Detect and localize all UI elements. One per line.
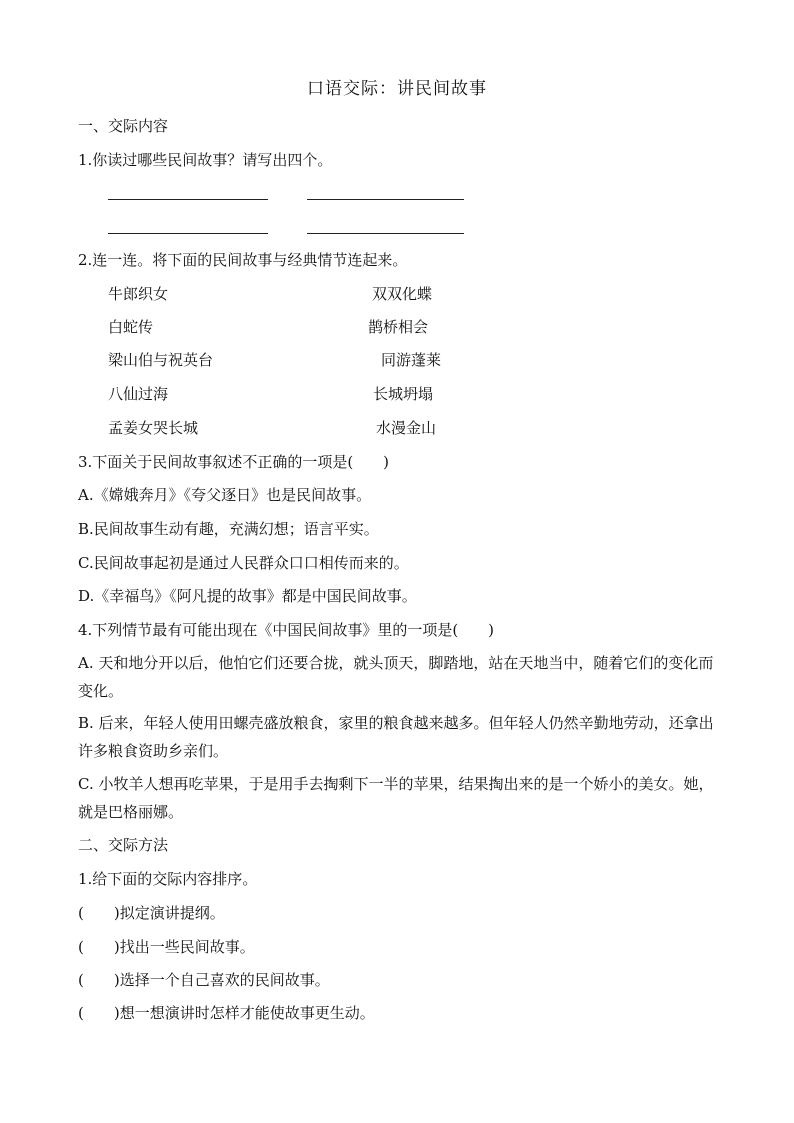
match-right-item[interactable]: 长城坍塌 (373, 385, 434, 403)
option-b[interactable]: B.民间故事生动有趣，充满幻想；语言平实。 (78, 520, 379, 538)
question-2: 2.连一连。将下面的民间故事与经典情节连起来。 (78, 251, 408, 269)
answer-blank-3[interactable] (108, 233, 268, 234)
option-a[interactable]: A.《嫦娥奔月》《夸父逐日》也是民间故事。 (78, 486, 372, 504)
match-left-item[interactable]: 孟姜女哭长城 (108, 419, 199, 437)
match-left-item[interactable]: 八仙过海 (108, 385, 169, 403)
question-1: 1.你读过哪些民间故事？请写出四个。 (78, 151, 333, 169)
match-right-item[interactable]: 鹊桥相会 (368, 318, 429, 336)
answer-blank-2[interactable] (307, 199, 464, 200)
option-c[interactable]: C. 小牧羊人想再吃苹果，于是用手去掏剩下一半的苹果，结果掏出来的是一个娇小的美女。她，就是巴格丽娜。 (78, 775, 714, 821)
option-c[interactable]: C.民间故事起初是通过人民群众口口相传而来的。 (78, 554, 409, 572)
answer-blank-1[interactable] (108, 199, 268, 200)
match-right-item[interactable]: 水漫金山 (376, 419, 437, 437)
option-d[interactable]: D.《幸福鸟》《阿凡提的故事》都是中国民间故事。 (78, 587, 417, 605)
order-item[interactable]: ( )选择一个自己喜欢的民间故事。 (78, 971, 330, 989)
order-item[interactable]: ( )拟定演讲提纲。 (78, 904, 225, 922)
match-right-item[interactable]: 双双化蝶 (372, 285, 433, 303)
question-3: 3.下面关于民间故事叙述不正确的一项是( ) (78, 453, 390, 471)
order-item[interactable]: ( )想一想演讲时怎样才能使故事更生动。 (78, 1004, 375, 1022)
order-item[interactable]: ( )找出一些民间故事。 (78, 938, 255, 956)
option-a[interactable]: A. 天和地分开以后，他怕它们还要合拢，就头顶天，脚踏地，站在天地当中，随着它们的变化而变化。 (78, 654, 714, 700)
match-left-item[interactable]: 牛郎织女 (108, 285, 169, 303)
option-b[interactable]: B. 后来，年轻人使用田螺壳盛放粮食，家里的粮食越来越多。但年轻人仍然辛勤地劳动，还拿出许多粮食资助乡亲们。 (78, 714, 714, 760)
section-heading-content: 一、交际内容 (78, 117, 169, 135)
match-left-item[interactable]: 白蛇传 (108, 318, 154, 336)
question-4: 4.下列情节最有可能出现在《中国民间故事》里的一项是( ) (78, 621, 495, 639)
match-right-item[interactable]: 同游蓬莱 (381, 351, 442, 369)
section-heading-method: 二、交际方法 (78, 836, 169, 854)
question-5: 1.给下面的交际内容排序。 (78, 870, 258, 888)
answer-blank-4[interactable] (307, 233, 464, 234)
page-title: 口语交际：讲民间故事 (307, 79, 487, 99)
match-left-item[interactable]: 梁山伯与祝英台 (108, 351, 214, 369)
